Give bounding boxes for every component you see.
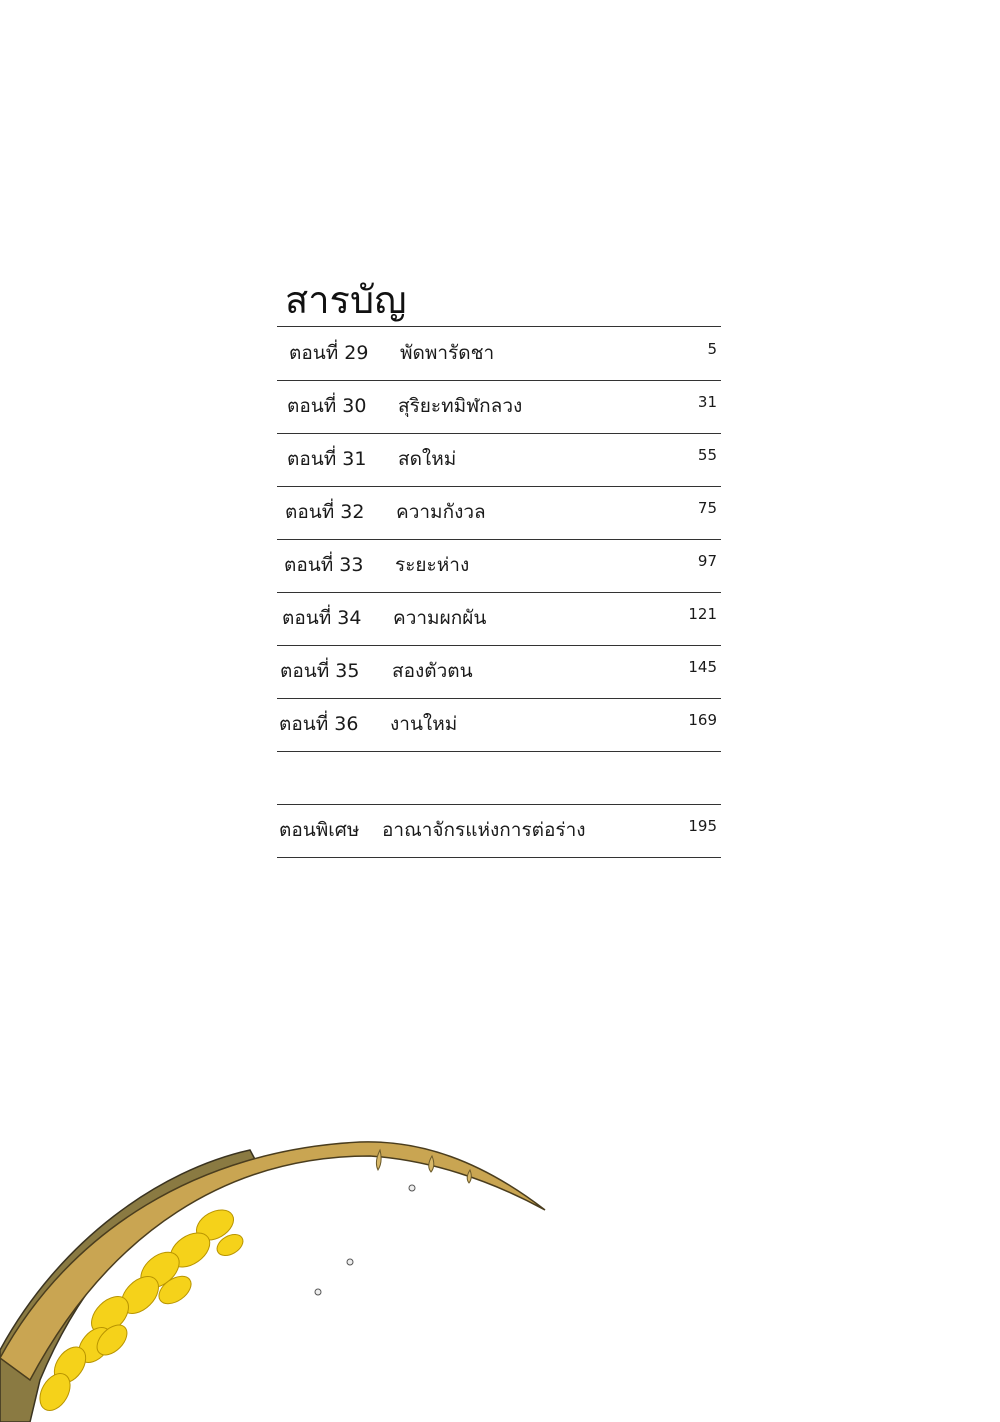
page-number: 169 bbox=[688, 711, 717, 729]
episode-label: ตอนที่ 31 bbox=[287, 448, 367, 470]
toc-row[interactable] bbox=[277, 380, 721, 432]
toc-title: สารบัญ bbox=[285, 278, 407, 322]
page-number: 121 bbox=[688, 605, 717, 623]
page-number: 195 bbox=[688, 817, 717, 835]
basket-illustration bbox=[0, 1120, 600, 1422]
chapter-title: สุริยะทมิฬกลวง bbox=[398, 395, 523, 417]
episode-label: ตอนที่ 32 bbox=[285, 501, 365, 523]
chapter-title: สดใหม่ bbox=[398, 448, 457, 470]
drop bbox=[347, 1259, 353, 1265]
toc-row[interactable] bbox=[277, 592, 721, 644]
episode-label: ตอนพิเศษ bbox=[279, 819, 360, 841]
toc-row[interactable] bbox=[277, 327, 721, 379]
chapter-title: ระยะห่าง bbox=[395, 554, 470, 576]
page-number: 31 bbox=[697, 393, 717, 411]
toc-row-special[interactable] bbox=[277, 804, 721, 856]
drop bbox=[315, 1289, 321, 1295]
episode-label: ตอนที่ 29 bbox=[289, 342, 369, 364]
divider bbox=[277, 751, 721, 752]
episode-label: ตอนที่ 35 bbox=[280, 660, 360, 682]
toc-row[interactable] bbox=[277, 433, 721, 485]
divider bbox=[277, 857, 721, 858]
episode-label: ตอนที่ 36 bbox=[279, 713, 359, 735]
toc-row[interactable] bbox=[277, 539, 721, 591]
page-number: 55 bbox=[697, 446, 717, 464]
chapter-title: พัดพารัดชา bbox=[400, 342, 495, 364]
toc-row[interactable] bbox=[277, 698, 721, 750]
page-number: 97 bbox=[697, 552, 717, 570]
chapter-title: ความผกผัน bbox=[393, 607, 487, 629]
chapter-title: ความกังวล bbox=[396, 501, 486, 523]
chapter-title: อาณาจักรแห่งการต่อร่าง bbox=[382, 819, 586, 841]
drop bbox=[409, 1185, 415, 1191]
toc-row[interactable] bbox=[277, 645, 721, 697]
chapter-title: สองตัวตน bbox=[392, 660, 473, 682]
episode-label: ตอนที่ 34 bbox=[282, 607, 362, 629]
page-number: 5 bbox=[707, 340, 717, 358]
toc-row[interactable] bbox=[277, 486, 721, 538]
chapter-title: งานใหม่ bbox=[390, 713, 458, 735]
episode-label: ตอนที่ 33 bbox=[284, 554, 364, 576]
page-number: 145 bbox=[688, 658, 717, 676]
episode-label: ตอนที่ 30 bbox=[287, 395, 367, 417]
page-number: 75 bbox=[697, 499, 717, 517]
